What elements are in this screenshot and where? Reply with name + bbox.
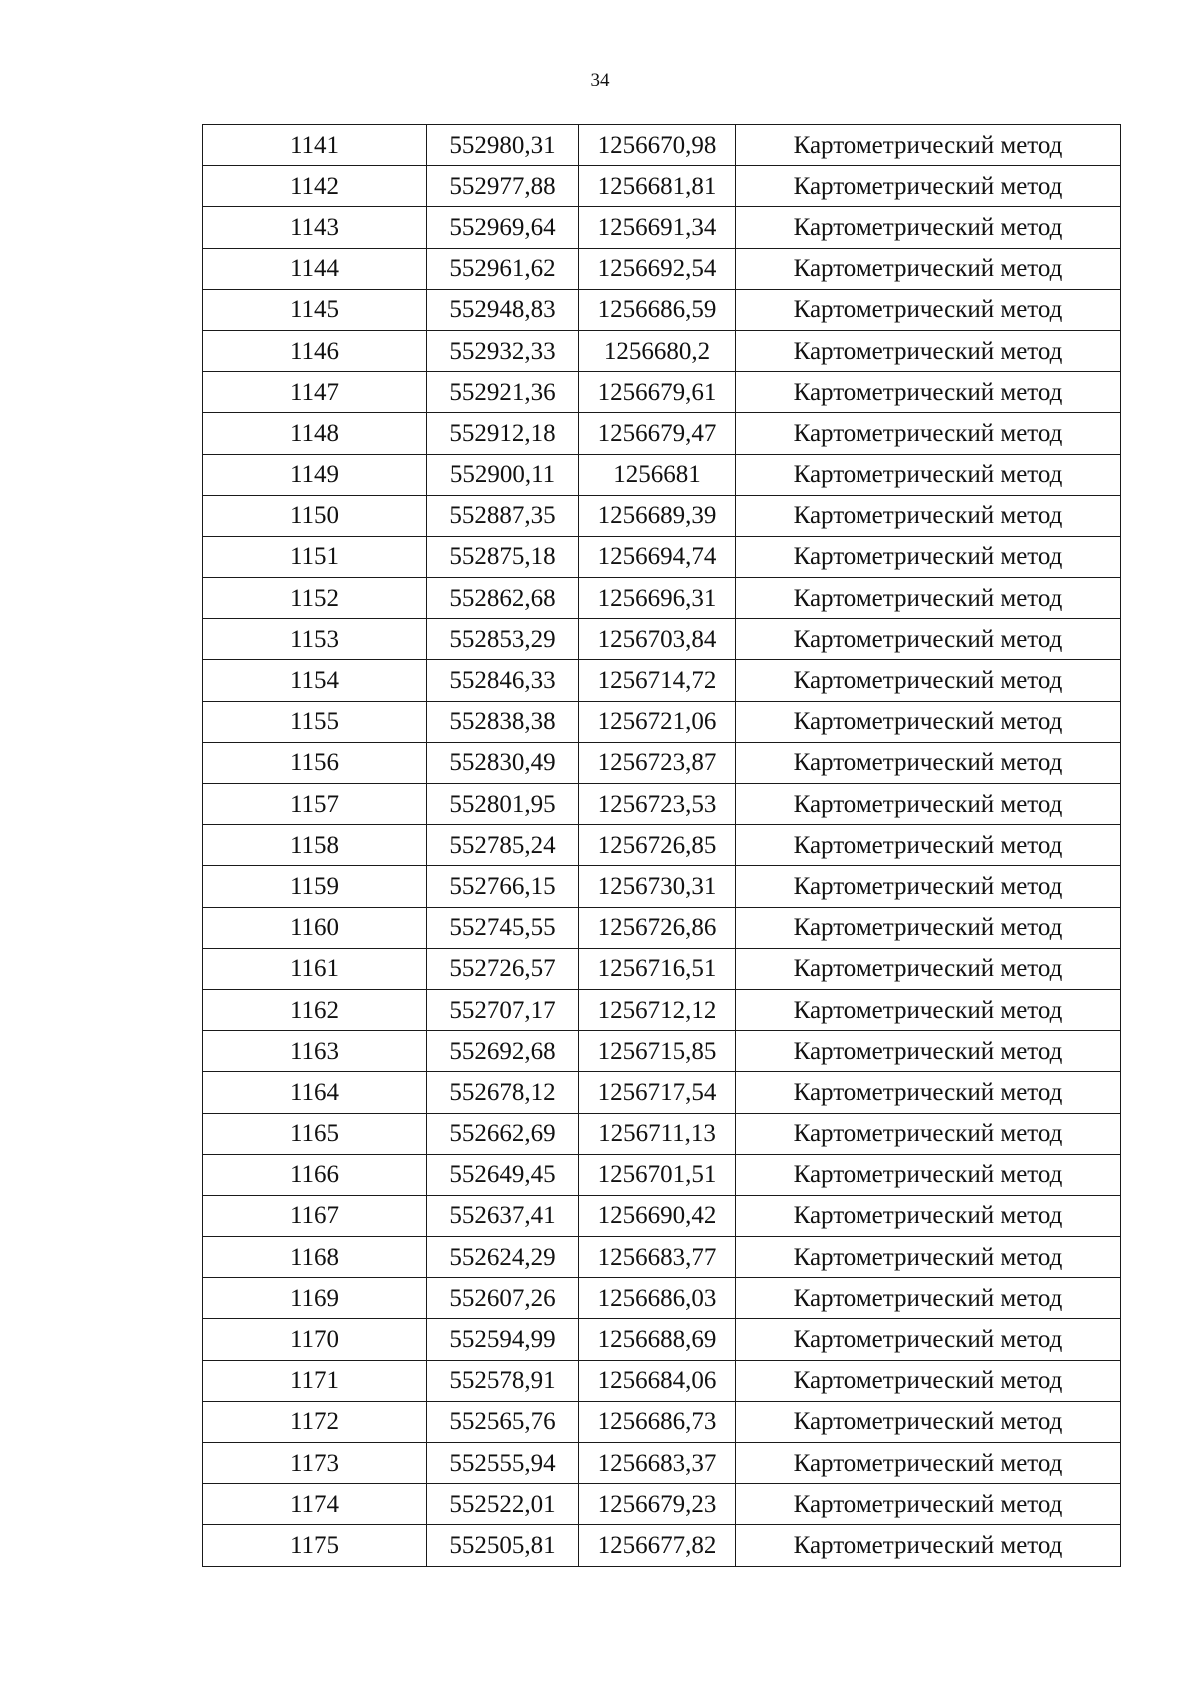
x-coordinate-cell: 552977,88	[427, 166, 579, 207]
point-number-cell: 1166	[203, 1154, 427, 1195]
point-number-cell: 1150	[203, 495, 427, 536]
y-coordinate-cell: 1256703,84	[579, 619, 736, 660]
x-coordinate-cell: 552565,76	[427, 1401, 579, 1442]
table-row	[203, 701, 1121, 742]
x-coordinate-cell: 552912,18	[427, 413, 579, 454]
x-coordinate-cell: 552607,26	[427, 1278, 579, 1319]
table-row	[203, 1072, 1121, 1113]
point-number-cell: 1160	[203, 907, 427, 948]
method-cell: Картометрический метод	[736, 1113, 1121, 1154]
method-cell: Картометрический метод	[736, 289, 1121, 330]
table-row	[203, 619, 1121, 660]
x-coordinate-cell: 552932,33	[427, 330, 579, 371]
point-number-cell: 1141	[203, 125, 427, 166]
table-row	[203, 536, 1121, 577]
x-coordinate-cell: 552662,69	[427, 1113, 579, 1154]
point-number-cell: 1158	[203, 825, 427, 866]
x-coordinate-cell: 552637,41	[427, 1195, 579, 1236]
y-coordinate-cell: 1256679,61	[579, 372, 736, 413]
point-number-cell: 1155	[203, 701, 427, 742]
y-coordinate-cell: 1256681,81	[579, 166, 736, 207]
method-cell: Картометрический метод	[736, 948, 1121, 989]
y-coordinate-cell: 1256726,86	[579, 907, 736, 948]
method-cell: Картометрический метод	[736, 825, 1121, 866]
table-row	[203, 289, 1121, 330]
point-number-cell: 1167	[203, 1195, 427, 1236]
x-coordinate-cell: 552961,62	[427, 248, 579, 289]
method-cell: Картометрический метод	[736, 1278, 1121, 1319]
table-row	[203, 1443, 1121, 1484]
point-number-cell: 1142	[203, 166, 427, 207]
point-number-cell: 1165	[203, 1113, 427, 1154]
point-number-cell: 1143	[203, 207, 427, 248]
y-coordinate-cell: 1256723,53	[579, 784, 736, 825]
y-coordinate-cell: 1256683,37	[579, 1443, 736, 1484]
y-coordinate-cell: 1256712,12	[579, 989, 736, 1030]
x-coordinate-cell: 552838,38	[427, 701, 579, 742]
table-row	[203, 372, 1121, 413]
y-coordinate-cell: 1256689,39	[579, 495, 736, 536]
x-coordinate-cell: 552555,94	[427, 1443, 579, 1484]
method-cell: Картометрический метод	[736, 125, 1121, 166]
y-coordinate-cell: 1256688,69	[579, 1319, 736, 1360]
x-coordinate-cell: 552594,99	[427, 1319, 579, 1360]
point-number-cell: 1168	[203, 1237, 427, 1278]
method-cell: Картометрический метод	[736, 1525, 1121, 1566]
x-coordinate-cell: 552578,91	[427, 1360, 579, 1401]
method-cell: Картометрический метод	[736, 248, 1121, 289]
point-number-cell: 1171	[203, 1360, 427, 1401]
table-row	[203, 1113, 1121, 1154]
method-cell: Картометрический метод	[736, 907, 1121, 948]
y-coordinate-cell: 1256730,31	[579, 866, 736, 907]
method-cell: Картометрический метод	[736, 660, 1121, 701]
point-number-cell: 1152	[203, 578, 427, 619]
table-row	[203, 1278, 1121, 1319]
x-coordinate-cell: 552846,33	[427, 660, 579, 701]
point-number-cell: 1149	[203, 454, 427, 495]
x-coordinate-cell: 552649,45	[427, 1154, 579, 1195]
method-cell: Картометрический метод	[736, 1360, 1121, 1401]
table-row	[203, 248, 1121, 289]
method-cell: Картометрический метод	[736, 536, 1121, 577]
point-number-cell: 1170	[203, 1319, 427, 1360]
x-coordinate-cell: 552948,83	[427, 289, 579, 330]
table-row	[203, 1154, 1121, 1195]
x-coordinate-cell: 552862,68	[427, 578, 579, 619]
method-cell: Картометрический метод	[736, 454, 1121, 495]
method-cell: Картометрический метод	[736, 413, 1121, 454]
table-row	[203, 825, 1121, 866]
point-number-cell: 1169	[203, 1278, 427, 1319]
x-coordinate-cell: 552678,12	[427, 1072, 579, 1113]
method-cell: Картометрический метод	[736, 784, 1121, 825]
y-coordinate-cell: 1256692,54	[579, 248, 736, 289]
point-number-cell: 1172	[203, 1401, 427, 1442]
y-coordinate-cell: 1256686,03	[579, 1278, 736, 1319]
y-coordinate-cell: 1256679,47	[579, 413, 736, 454]
point-number-cell: 1154	[203, 660, 427, 701]
point-number-cell: 1175	[203, 1525, 427, 1566]
y-coordinate-cell: 1256686,73	[579, 1401, 736, 1442]
y-coordinate-cell: 1256691,34	[579, 207, 736, 248]
x-coordinate-cell: 552830,49	[427, 742, 579, 783]
x-coordinate-cell: 552624,29	[427, 1237, 579, 1278]
method-cell: Картометрический метод	[736, 207, 1121, 248]
x-coordinate-cell: 552921,36	[427, 372, 579, 413]
method-cell: Картометрический метод	[736, 742, 1121, 783]
method-cell: Картометрический метод	[736, 1154, 1121, 1195]
table-row	[203, 784, 1121, 825]
x-coordinate-cell: 552900,11	[427, 454, 579, 495]
method-cell: Картометрический метод	[736, 989, 1121, 1030]
y-coordinate-cell: 1256683,77	[579, 1237, 736, 1278]
x-coordinate-cell: 552505,81	[427, 1525, 579, 1566]
point-number-cell: 1162	[203, 989, 427, 1030]
method-cell: Картометрический метод	[736, 866, 1121, 907]
table-row	[203, 1319, 1121, 1360]
table-row	[203, 1525, 1121, 1566]
table-row	[203, 330, 1121, 371]
point-number-cell: 1164	[203, 1072, 427, 1113]
point-number-cell: 1145	[203, 289, 427, 330]
method-cell: Картометрический метод	[736, 330, 1121, 371]
y-coordinate-cell: 1256715,85	[579, 1031, 736, 1072]
x-coordinate-cell: 552726,57	[427, 948, 579, 989]
method-cell: Картометрический метод	[736, 578, 1121, 619]
y-coordinate-cell: 1256717,54	[579, 1072, 736, 1113]
table-row	[203, 1237, 1121, 1278]
point-number-cell: 1157	[203, 784, 427, 825]
table-row	[203, 660, 1121, 701]
table-row	[203, 742, 1121, 783]
table-row	[203, 1031, 1121, 1072]
method-cell: Картометрический метод	[736, 1072, 1121, 1113]
method-cell: Картометрический метод	[736, 495, 1121, 536]
table-row	[203, 413, 1121, 454]
y-coordinate-cell: 1256681	[579, 454, 736, 495]
y-coordinate-cell: 1256714,72	[579, 660, 736, 701]
y-coordinate-cell: 1256726,85	[579, 825, 736, 866]
y-coordinate-cell: 1256680,2	[579, 330, 736, 371]
method-cell: Картометрический метод	[736, 1237, 1121, 1278]
x-coordinate-cell: 552853,29	[427, 619, 579, 660]
y-coordinate-cell: 1256690,42	[579, 1195, 736, 1236]
method-cell: Картометрический метод	[736, 372, 1121, 413]
point-number-cell: 1174	[203, 1484, 427, 1525]
method-cell: Картометрический метод	[736, 1401, 1121, 1442]
table-row	[203, 1195, 1121, 1236]
method-cell: Картометрический метод	[736, 166, 1121, 207]
method-cell: Картометрический метод	[736, 619, 1121, 660]
point-number-cell: 1173	[203, 1443, 427, 1484]
y-coordinate-cell: 1256670,98	[579, 125, 736, 166]
y-coordinate-cell: 1256686,59	[579, 289, 736, 330]
x-coordinate-cell: 552785,24	[427, 825, 579, 866]
point-number-cell: 1151	[203, 536, 427, 577]
table-row	[203, 454, 1121, 495]
y-coordinate-cell: 1256696,31	[579, 578, 736, 619]
y-coordinate-cell: 1256694,74	[579, 536, 736, 577]
table-row	[203, 1484, 1121, 1525]
y-coordinate-cell: 1256723,87	[579, 742, 736, 783]
page-number: 34	[590, 70, 610, 91]
table-body	[203, 125, 1121, 1567]
y-coordinate-cell: 1256716,51	[579, 948, 736, 989]
coordinates-table	[202, 124, 1121, 1567]
y-coordinate-cell: 1256721,06	[579, 701, 736, 742]
point-number-cell: 1153	[203, 619, 427, 660]
x-coordinate-cell: 552980,31	[427, 125, 579, 166]
x-coordinate-cell: 552522,01	[427, 1484, 579, 1525]
method-cell: Картометрический метод	[736, 1031, 1121, 1072]
point-number-cell: 1144	[203, 248, 427, 289]
method-cell: Картометрический метод	[736, 1195, 1121, 1236]
x-coordinate-cell: 552969,64	[427, 207, 579, 248]
point-number-cell: 1147	[203, 372, 427, 413]
point-number-cell: 1146	[203, 330, 427, 371]
point-number-cell: 1148	[203, 413, 427, 454]
y-coordinate-cell: 1256701,51	[579, 1154, 736, 1195]
table-row	[203, 207, 1121, 248]
table-row	[203, 866, 1121, 907]
table-row	[203, 578, 1121, 619]
table-row	[203, 125, 1121, 166]
table-row	[203, 1401, 1121, 1442]
method-cell: Картометрический метод	[736, 1319, 1121, 1360]
method-cell: Картометрический метод	[736, 1443, 1121, 1484]
y-coordinate-cell: 1256679,23	[579, 1484, 736, 1525]
table-row	[203, 495, 1121, 536]
table-row	[203, 166, 1121, 207]
x-coordinate-cell: 552745,55	[427, 907, 579, 948]
y-coordinate-cell: 1256711,13	[579, 1113, 736, 1154]
method-cell: Картометрический метод	[736, 1484, 1121, 1525]
x-coordinate-cell: 552887,35	[427, 495, 579, 536]
point-number-cell: 1161	[203, 948, 427, 989]
x-coordinate-cell: 552766,15	[427, 866, 579, 907]
x-coordinate-cell: 552801,95	[427, 784, 579, 825]
y-coordinate-cell: 1256684,06	[579, 1360, 736, 1401]
table-row	[203, 989, 1121, 1030]
x-coordinate-cell: 552707,17	[427, 989, 579, 1030]
point-number-cell: 1156	[203, 742, 427, 783]
point-number-cell: 1163	[203, 1031, 427, 1072]
table-row	[203, 1360, 1121, 1401]
x-coordinate-cell: 552875,18	[427, 536, 579, 577]
method-cell: Картометрический метод	[736, 701, 1121, 742]
point-number-cell: 1159	[203, 866, 427, 907]
y-coordinate-cell: 1256677,82	[579, 1525, 736, 1566]
table-row	[203, 948, 1121, 989]
x-coordinate-cell: 552692,68	[427, 1031, 579, 1072]
table-row	[203, 907, 1121, 948]
